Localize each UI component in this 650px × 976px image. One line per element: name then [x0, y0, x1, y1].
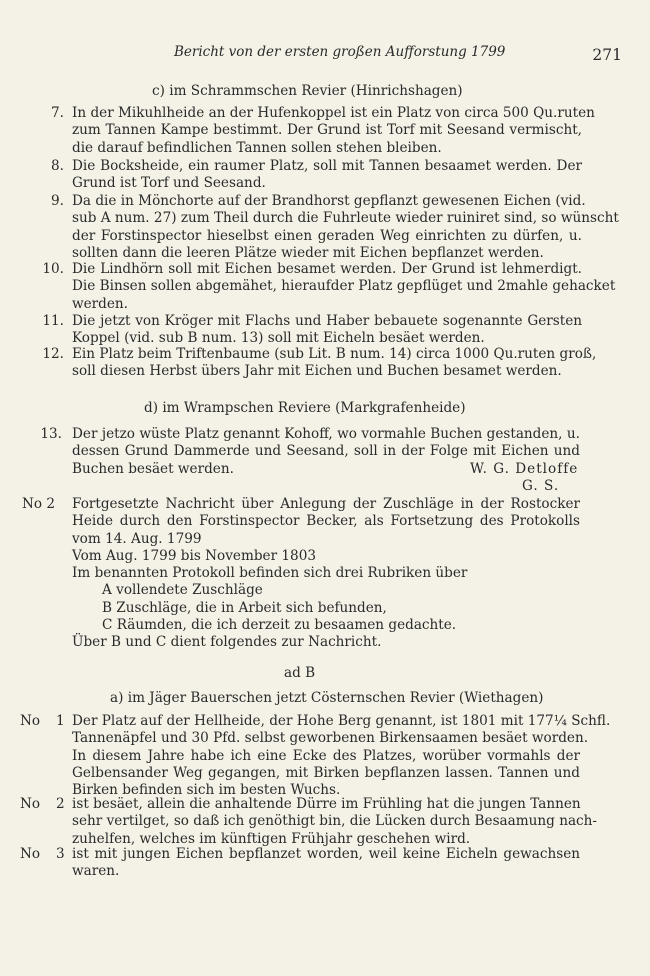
section-c-heading: c) im Schrammschen Revier (Hinrichshagen) — [152, 83, 463, 99]
item-line: dessen Grund Dammerde und Seesand, soll in der Folge mit Eichen und — [72, 443, 580, 460]
item-line: Da die in Mönchorte auf der Brandhorst gepflanzt gewesenen Eichen (vid. — [72, 193, 586, 209]
item-line: Der jetzo wüste Platz genannt Kohoff, wo vormahle Buchen gestanden, u. — [72, 426, 580, 442]
item-number: 7. — [51, 105, 64, 121]
ad-b-subheading: a) im Jäger Bauerschen jetzt Cösternschen Revier (Wiethagen) — [110, 690, 544, 706]
no2-line: Vom Aug. 1799 bis November 1803 — [72, 547, 316, 564]
entry-line: Der Platz auf der Hellheide, der Hohe Berg genannt, ist 1801 mit 177¼ Schfl. — [72, 713, 611, 729]
item-line: Die jetzt von Kröger mit Flachs und Haber bebauete sogenannte Gersten — [72, 313, 582, 329]
item-line: zum Tannen Kampe bestimmt. Der Grund ist Torf mit Seesand vermischt, — [72, 122, 582, 139]
item-line: sub A num. 27) zum Theil durch die Fuhrleute wieder ruiniret sind, so wünscht — [72, 210, 619, 227]
item-line: Die Lindhörn soll mit Eichen besamet werden. Der Grund ist lehmerdigt. — [72, 261, 582, 277]
entry-line: In diesem Jahre habe ich eine Ecke des Platzes, worüber vormahls der — [72, 747, 580, 764]
no2-line: Fortgesetzte Nachricht über Anlegung der Zuschläge in der Rostocker — [72, 496, 580, 512]
entry-label: No — [20, 846, 41, 862]
entry-line: Birken befinden sich im besten Wuchs. — [72, 782, 341, 799]
item-line: soll diesen Herbst übers Jahr mit Eichen und Buchen besamet werden. — [72, 363, 562, 380]
entry-number: 3 — [56, 846, 65, 862]
entry-label: No — [20, 796, 41, 812]
no2-line: vom 14. Aug. 1799 — [72, 530, 202, 547]
item-line: die darauf befindlichen Tannen sollen stehen bleiben. — [72, 139, 442, 156]
item-number: 10. — [42, 261, 64, 277]
rubric-a: A vollendete Zuschläge — [102, 582, 263, 599]
entry-line: ist mit jungen Eichen bepflanzet worden, weil keine Eicheln gewachsen — [72, 846, 580, 862]
item-number: 13. — [40, 426, 62, 442]
item-line: sollten dann die leeren Plätze wieder mit Eichen bepflanzet werden. — [72, 244, 544, 261]
item-line: Die Binsen sollen abgemähet, hieraufder Platz gepflüget und 2mahle gehacket — [72, 278, 616, 295]
section-d-heading: d) im Wrampschen Reviere (Markgrafenheide) — [144, 400, 466, 416]
entry-line: Gelbensander Weg gegangen, mit Birken bepflanzen lassen. Tannen und — [72, 764, 580, 781]
entry-number: 1 — [56, 713, 65, 729]
entry-line: waren. — [72, 863, 120, 880]
ad-b-heading: ad B — [284, 665, 316, 681]
item-line: In der Mikuhlheide an der Hufenkoppel ist ein Platz von circa 500 Qu.ruten — [72, 105, 595, 121]
entry-line: zuhelfen, welches im künftigen Frühjahr geschehen wird. — [72, 830, 471, 847]
item-line: Die Bocksheide, ein raumer Platz, soll mit Tannen besaamet werden. Der — [72, 158, 582, 174]
entry-line: sehr vertilget, so daß ich genöthigt bin, die Lücken durch Besaamung nach- — [72, 813, 598, 830]
running-title: Bericht von der ersten großen Aufforstung 1799 — [174, 44, 506, 60]
item-number: 11. — [42, 313, 64, 329]
rubric-c: C Räumden, die ich derzeit zu besaamen gedachte. — [102, 617, 457, 634]
no2-line: Heide durch den Forstinspector Becker, als Fortsetzung des Protokolls — [72, 513, 580, 530]
signature-initials: G. S. — [522, 478, 560, 494]
signature-name: W. G. Detloffe — [470, 461, 579, 477]
item-number: 8. — [51, 158, 64, 174]
entry-number: 2 — [56, 796, 65, 812]
entry-line: Tannenäpfel und 30 Pfd. selbst geworbenen Birkensaamen besäet worden. — [72, 730, 589, 747]
no2-label: No 2 — [22, 496, 56, 512]
rubric-b: B Zuschläge, die in Arbeit sich befunden, — [102, 599, 387, 616]
item-number: 12. — [42, 346, 64, 362]
item-line: Buchen besäet werden. — [72, 460, 234, 477]
item-line: der Forstinspector hieselbst einen geraden Weg einrichten zu dürfen, u. — [72, 227, 582, 244]
no2-closing: Über B und C dient folgendes zur Nachricht. — [72, 634, 382, 651]
item-number: 9. — [51, 193, 64, 209]
entry-label: No — [20, 713, 41, 729]
entry-line: ist besäet, allein die anhaltende Dürre im Frühling hat die jungen Tannen — [72, 796, 581, 812]
item-line: werden. — [72, 295, 129, 312]
page-number: 271 — [592, 46, 622, 64]
no2-line: Im benannten Protokoll befinden sich drei Rubriken über — [72, 565, 468, 582]
item-line: Ein Platz beim Triftenbaume (sub Lit. B num. 14) circa 1000 Qu.ruten groß, — [72, 346, 597, 362]
item-line: Koppel (vid. sub B num. 13) soll mit Eicheln besäet werden. — [72, 330, 485, 347]
item-line: Grund ist Torf und Seesand. — [72, 175, 266, 192]
